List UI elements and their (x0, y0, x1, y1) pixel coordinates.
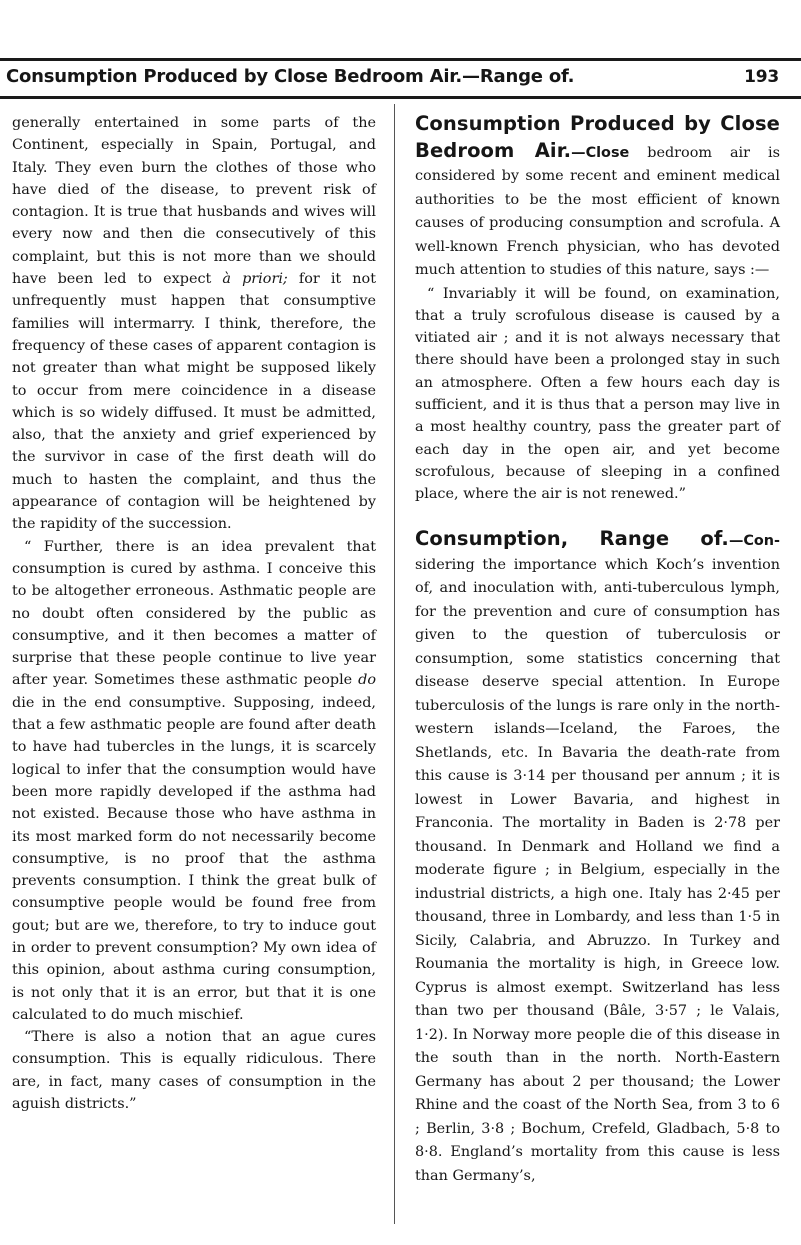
right-column (415, 112, 780, 1188)
top-rule (0, 58, 801, 61)
page-number: 193 (744, 67, 779, 87)
section-range-of: Consumption, Range of.—Con-sidering the importance which Koch’s invention of, and inoculation with, anti-tuberculous lymph, for the prevention and cure of consumption has given to the question of tuberculosis or consumption, some statistics concerning that disease deserve special attention. In Europe tuberculosis of the lungs is rare only in the north-western islands—Iceland, the Faroes, the Shetlands, etc. In Bavaria the death-rate from this cause is 3·14 per thousand per annum ; it is lowest in Lower Bavaria, and highest in Franconia. The mortality in Baden is 2·78 per thousand. In Denmark and Holland we find a moderate figure ; in Belgium, especially in the industrial districts, a high one. Italy has 2·45 per thousand, three in Lombardy, and less than 1·5 in Sicily, Calabria, and Abruzzo. In Turkey and Roumania the mortality is high, in Greece low. Cyprus is almost exempt. Switzerland has less than two per thousand (Bâle, 3·57 ; le Valais, 1·2). In Norway more people die of this disease in the south than in the north. North-Eastern Germany has about 2 per thousand; the Lower Rhine and the coast of the North Sea, from 3 to 6 ; Berlin, 3·8 ; Bochum, Crefeld, Gladbach, 5·8 to 8·8. England’s mortality from this cause is less than Germany’s, (415, 527, 780, 1184)
left-paragraph-3: “There is also a notion that an ague cures consumption. This is equally ridiculous. There are, in fact, many cases of consumption in the aguish districts.” (12, 1029, 376, 1113)
header-rule (0, 96, 801, 99)
running-head (6, 66, 779, 92)
italic-a-priori: à priori; (222, 271, 288, 288)
left-paragraph-2: “ Further, there is an idea prevalent that consumption is cured by asthma. I conceive this to be altogether erroneous. Asthmatic people are no doubt often considered by the public as consumptive, and it then becomes a matter of surprise that these people continue to live year after year. Sometimes these asthmatic people do die in the end consumptive. Supposing, indeed, that a few asthmatic people are found after death to have had tubercles in the lungs, it is scarcely logical to infer that the consumption would have been more rapidly developed if the asthma had not existed. Because those who have asthma in its most marked form do not necessarily become consumptive, is no proof that the asthma prevents consumption. I think the great bulk of consumptive people would be found free from gout; but are we, therefore, to try to induce gout in order to prevent consumption? My own idea of this opinion, about asthma curing consumption, is not only that it is an error, but that it is one calculated to do much mischief. (12, 538, 376, 1023)
section-close-bedroom-air: Consumption Produced by Close Bedroom Air.—Close bedroom air is considered by some recent and eminent medical authorities to be the most efficient of known causes of producing consumption and scrofula. A well-known French physician, who has devoted much attention to studies of this nature, says :— (415, 112, 780, 278)
column-divider (394, 104, 395, 1224)
section-heading-range-of: Consumption, Range of. (415, 527, 729, 551)
section-heading-close-bedroom-air: Consumption Produced by Close Bedroom Air. (415, 112, 780, 162)
italic-do: do (358, 672, 376, 689)
quote-french-physician: “ Invariably it will be found, on examination, that a truly scrofulous disease is caused by a vitiated air ; and it is not always necessary that there should have been a prolonged stay in such an atmosphere. Often a few hours each day is sufficient, and it is thus that a person may live in a most healthy country, pass the greater part of each day in the open air, and yet become scrofulous, because of sleeping in a confined place, where the air is not renewed.” (415, 285, 780, 503)
left-paragraph-1: generally entertained in some parts of the Continent, especially in Spain, Portugal, and Italy. They even burn the clothes of those who have died of the disease, to prevent risk of contagion. It is true that husbands and wives will every now and then die consecutively of this complaint, but this is not more than we should have been led to expect à priori; for it not unfrequently must happen that consumptive families will intermarry. I think, therefore, the frequency of these cases of apparent contagion is not greater than what might be supposed likely to occur from mere coincidence in a disease which is so widely diffused. It must be admitted, also, that the anxiety and grief experienced by the survivor in case of the first death will do much to hasten the complaint, and thus the appearance of contagion will be heightened by the rapidity of the succession. (12, 115, 377, 533)
left-column (12, 112, 376, 1115)
running-title: Consumption Produced by Close Bedroom Air.—Range of. (6, 66, 575, 87)
